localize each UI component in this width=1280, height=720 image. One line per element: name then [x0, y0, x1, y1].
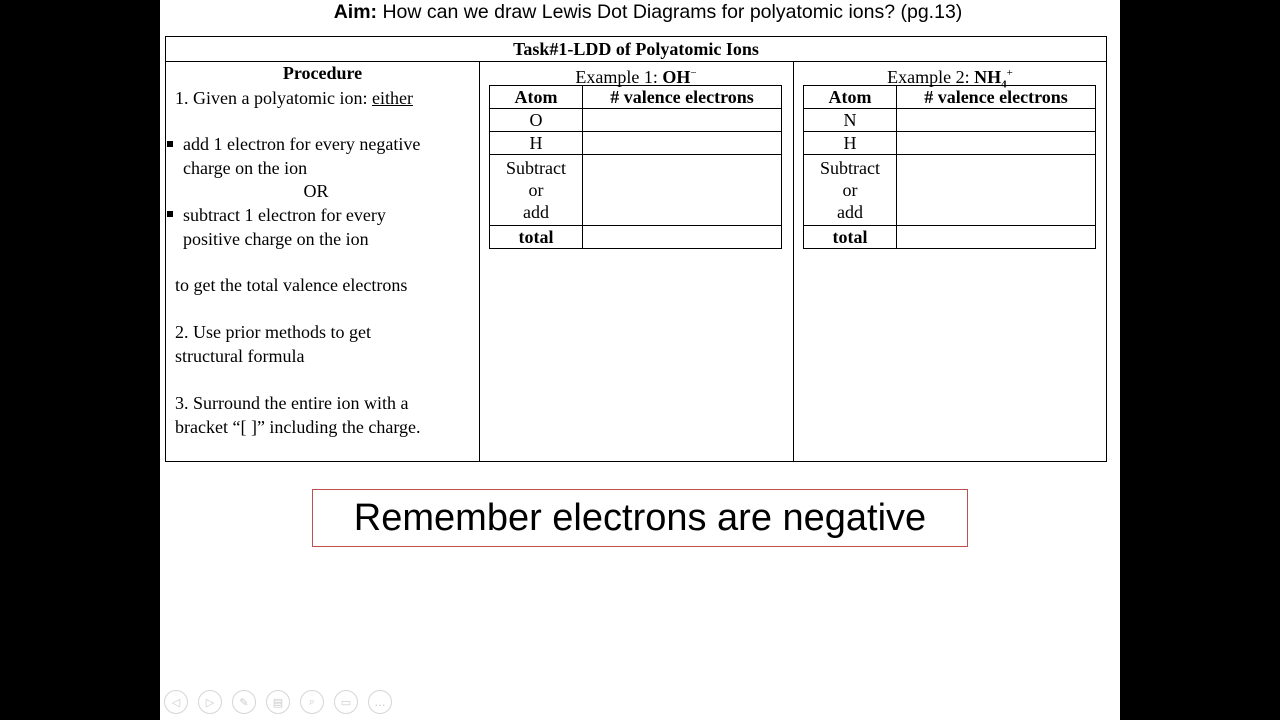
valence-input-cell[interactable]: [583, 226, 782, 249]
or-text: or: [842, 180, 858, 200]
valence-input-cell[interactable]: [583, 132, 782, 155]
table-row: [490, 132, 782, 155]
or-text: OR: [303, 181, 329, 201]
procedure-step-2-line2: structural formula: [175, 346, 305, 366]
task-table: [165, 36, 1107, 462]
table-row: [804, 109, 1096, 132]
procedure-heading: Procedure: [282, 63, 363, 83]
bullet2-line1: subtract 1 electron for every: [183, 205, 386, 225]
example1-formula: OH: [662, 67, 691, 87]
bullet-icon: [167, 141, 173, 147]
example1-charge: −: [690, 67, 697, 79]
bullet1-line1: add 1 electron for every negative: [183, 134, 421, 154]
table-row: [804, 132, 1096, 155]
valence-input-cell[interactable]: [583, 109, 782, 132]
col-atom-header: Atom: [804, 86, 897, 109]
example2-formula: NH: [974, 67, 1002, 87]
example2-charge: +: [1006, 67, 1013, 79]
step1-prefix: 1. Given a polyatomic ion:: [175, 88, 372, 108]
table-row: [490, 226, 782, 249]
column-divider: [479, 61, 480, 461]
total-cell: total: [804, 226, 897, 249]
procedure-step-1: [175, 87, 413, 109]
col-atom-header: Atom: [490, 86, 583, 109]
table-row: [490, 109, 782, 132]
example2-label: Example 2:: [887, 67, 975, 87]
more-options-icon[interactable]: …: [368, 690, 392, 714]
valence-input-cell[interactable]: [583, 155, 782, 226]
remember-callout: Remember electrons are negative: [312, 489, 968, 547]
column-divider: [793, 61, 794, 461]
atom-cell: H: [804, 132, 897, 155]
valence-input-cell[interactable]: [897, 109, 1096, 132]
slide: [160, 0, 1120, 720]
example1-valence-table: [489, 85, 782, 249]
col-valence-header: # valence electrons: [583, 86, 782, 109]
see-all-slides-icon[interactable]: ▤: [266, 690, 290, 714]
table-header-row: [804, 86, 1096, 109]
procedure-step-3-line2: bracket “[ ]” including the charge.: [175, 417, 421, 437]
slideshow-controls: [164, 690, 392, 716]
example2-subscript: 4: [1001, 78, 1007, 91]
subtitles-icon[interactable]: ▭: [334, 690, 358, 714]
atom-cell: N: [804, 109, 897, 132]
atom-cell: H: [490, 132, 583, 155]
next-slide-icon[interactable]: ▷: [198, 690, 222, 714]
pen-icon[interactable]: ✎: [232, 690, 256, 714]
aim-label: Aim:: [333, 1, 378, 23]
example1-label: Example 1:: [575, 67, 663, 87]
subtract-text: Subtract: [506, 158, 566, 178]
table-row: [804, 155, 1096, 226]
task-title: Task#1-LDD of Polyatomic Ions: [166, 37, 1106, 62]
table-row: [490, 155, 782, 226]
or-text: or: [528, 180, 544, 200]
bullet1-line2: charge on the ion: [183, 158, 308, 178]
bullet2-line2: positive charge on the ion: [183, 229, 369, 249]
valence-input-cell[interactable]: [897, 132, 1096, 155]
bullet-icon: [167, 211, 173, 217]
aim-title: [160, 1, 1120, 24]
previous-slide-icon[interactable]: ◁: [164, 690, 188, 714]
subtract-or-add-cell: [804, 155, 897, 226]
step1-either: either: [371, 88, 413, 108]
table-row: [804, 226, 1096, 249]
valence-input-cell[interactable]: [897, 155, 1096, 226]
subtract-text: Subtract: [820, 158, 880, 178]
example2-valence-table: [803, 85, 1096, 249]
procedure-step-3-line1: 3. Surround the entire ion with a: [175, 393, 409, 413]
add-text: add: [837, 202, 863, 222]
to-get-text: to get the total valence electrons: [175, 275, 408, 295]
valence-input-cell[interactable]: [897, 226, 1096, 249]
procedure-step-2-line1: 2. Use prior methods to get: [175, 322, 371, 342]
add-text: add: [523, 202, 549, 222]
aim-text: How can we draw Lewis Dot Diagrams for polyatomic ions? (pg.13): [377, 1, 963, 23]
subtract-or-add-cell: [490, 155, 583, 226]
atom-cell: O: [490, 109, 583, 132]
col-valence-header: # valence electrons: [897, 86, 1096, 109]
total-cell: total: [490, 226, 583, 249]
table-header-row: [490, 86, 782, 109]
zoom-icon[interactable]: ⌕: [300, 690, 324, 714]
